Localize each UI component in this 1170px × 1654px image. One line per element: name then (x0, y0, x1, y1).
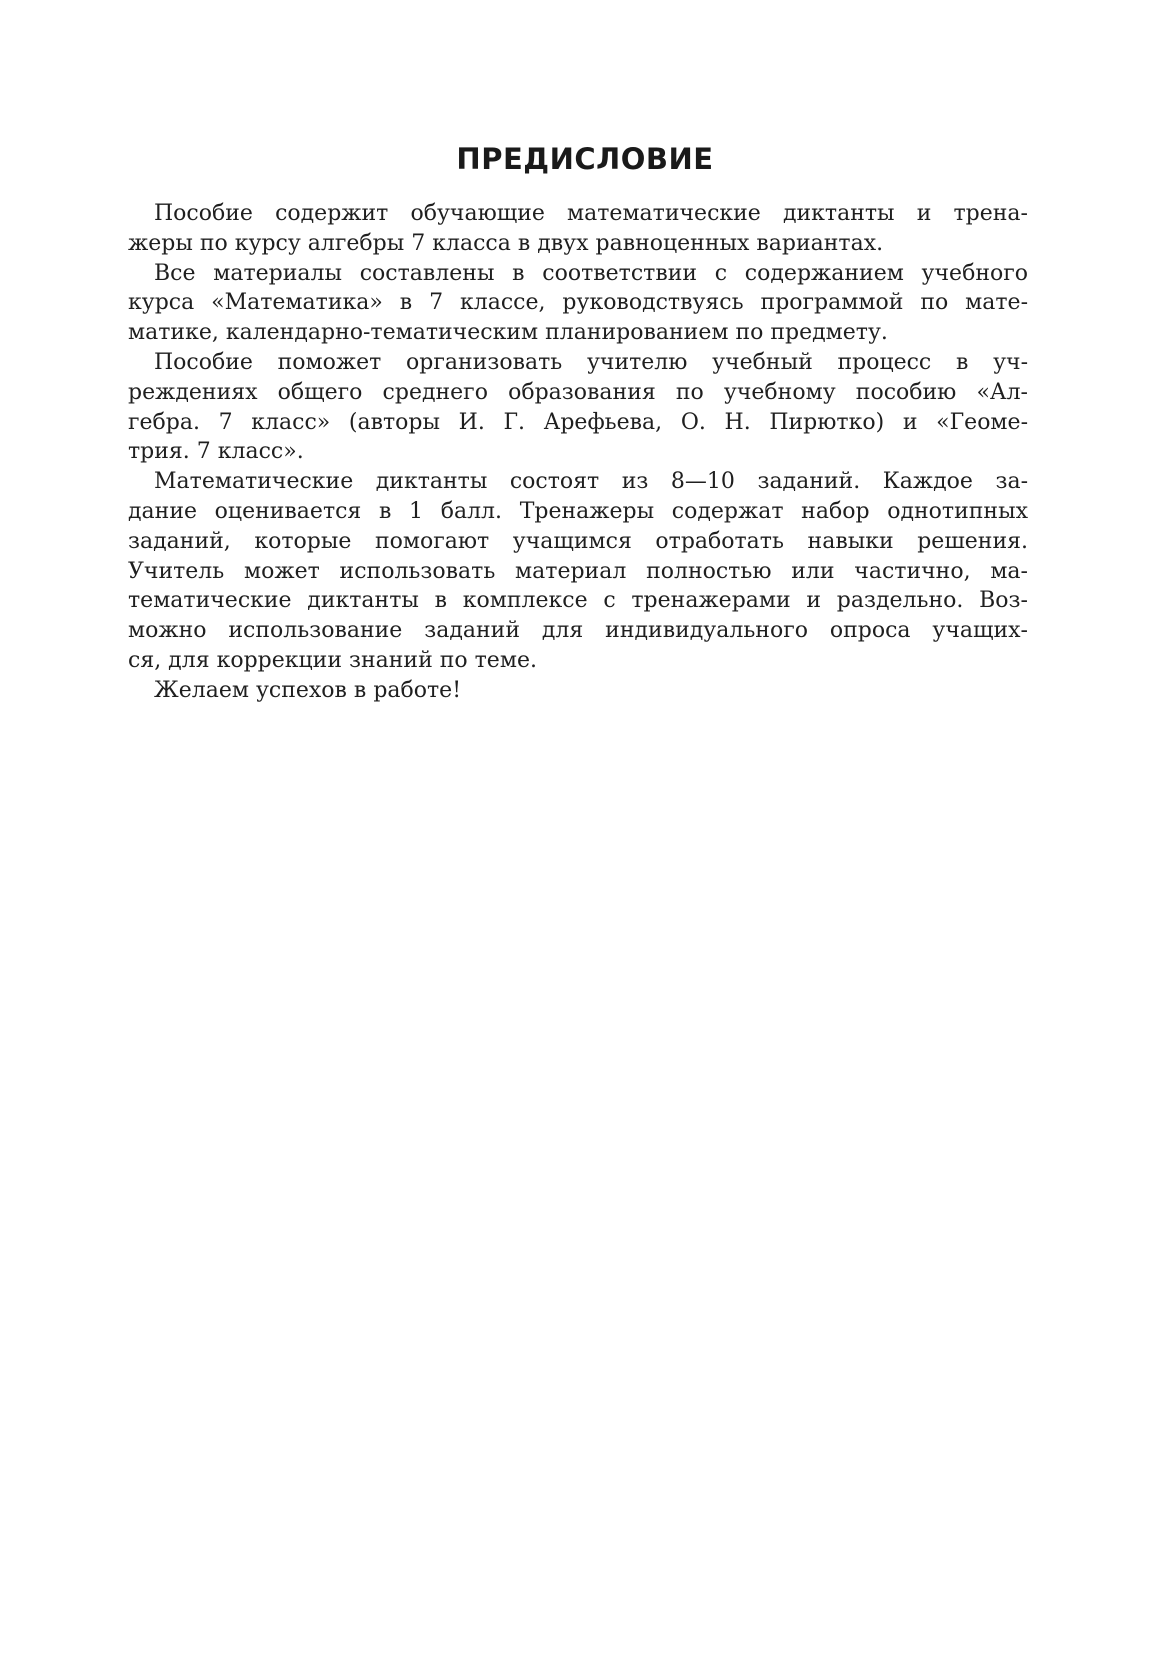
text-line: дание оценивается в 1 балл. Тренажеры содержат набор однотипных (128, 498, 1028, 524)
text-line: Математические диктанты состоят из 8—10 заданий. Каждое за- (154, 469, 1028, 495)
text-line: матике, календарно-тематическим планированием по предмету. (128, 320, 888, 346)
preface-body (128, 199, 1028, 706)
text-line: реждениях общего среднего образования по учебному пособию «Ал- (128, 379, 1028, 405)
text-line: трия. 7 класс». (128, 439, 304, 465)
text-line: жеры по курсу алгебры 7 класса в двух равноценных вариантах. (128, 230, 884, 256)
text-line: Пособие содержит обучающие математические диктанты и трена- (154, 201, 1028, 226)
text-line: гебра. 7 класс» (авторы И. Г. Арефьева, О. Н. Пирютко) и «Геоме- (128, 409, 1028, 435)
text-line: тематические диктанты в комплексе с тренажерами и раздельно. Воз- (128, 588, 1028, 614)
text-line: курса «Математика» в 7 классе, руководствуясь программой по мате- (128, 290, 1028, 316)
text-line: Желаем успехов в работе! (154, 677, 462, 703)
text-line: Пособие поможет организовать учителю учебный процесс в уч- (154, 349, 1028, 375)
text-line: ся, для коррекции знаний по теме. (128, 647, 537, 673)
text-line: Учитель может использовать материал полностью или частично, ма- (128, 558, 1028, 584)
text-line: Все материалы составлены в соответствии с содержанием учебного (154, 260, 1028, 286)
page-title: ПРЕДИСЛОВИЕ (456, 142, 714, 176)
text-line: можно использование заданий для индивидуального опроса учащих- (128, 618, 1028, 644)
text-line: заданий, которые помогают учащимся отработать навыки решения. (128, 528, 1028, 554)
